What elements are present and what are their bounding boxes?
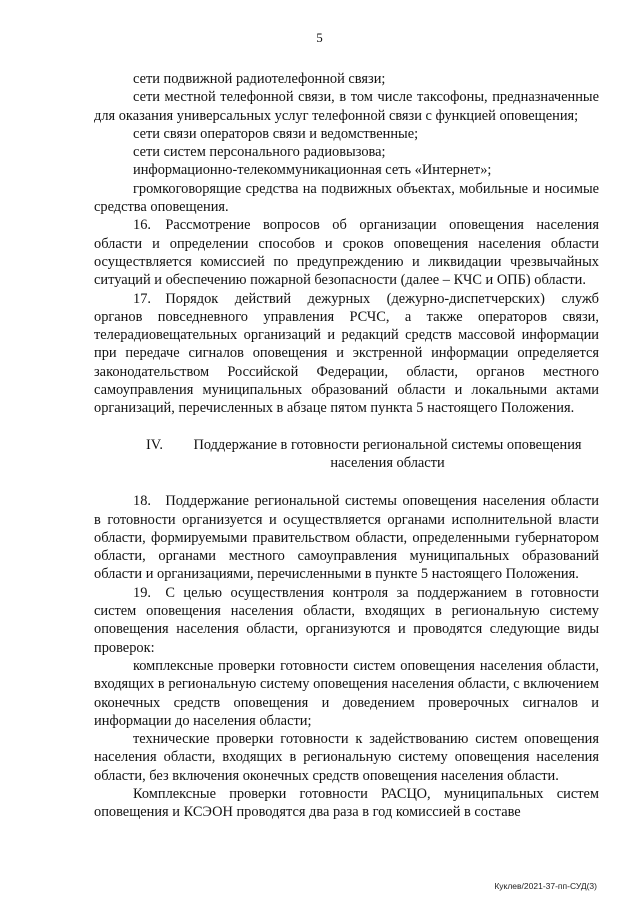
document-code: Куклев/2021-37-пп-СУД(3) (494, 881, 597, 891)
paragraph: сети подвижной радиотелефонной связи; (133, 71, 386, 87)
page-number: 5 (316, 30, 323, 45)
paragraph: сети систем персонального радиовызова; (133, 144, 386, 161)
section-title: Поддержание в готовности региональной системы оповещения населения области (193, 436, 582, 471)
paragraph: комплексные проверки готовности систем оповещения населения области, входящих в региональную систему оповещения населения области, с включением оконечных средств оповещения и доведением проверочных сигналов и информации до населения области; (94, 657, 599, 729)
paragraph: сети связи операторов связи и ведомственные; (133, 125, 419, 142)
paragraph-item-19: 19. С целью осуществления контроля за поддержанием в готовности систем оповещения населения области, входящих в региональную систему оповещения населения области, организуются и проводятся следующие виды проверок: (94, 584, 599, 656)
section-number: IV. (146, 436, 163, 453)
paragraph: сети местной телефонной связи, в том числе таксофоны, предназначенные для оказания универсальных услуг телефонной связи с функцией оповещения; (94, 89, 599, 124)
paragraph: технические проверки готовности к задействованию систем оповещения населения области, входящих в региональную систему оповещения населения области, без включения оконечных средств оповещения населения области. (94, 731, 599, 784)
paragraph: Комплексные проверки готовности РАСЦО, муниципальных систем оповещения и КСЭОН проводятся два раза в год комиссией в составе (94, 785, 599, 821)
paragraph-item-16: 16. Рассмотрение вопросов об организации оповещения населения области и определении способов и сроков оповещения населения области осуществляется комиссией по предупреждению и ликвидации чрезвычайных ситуаций и обеспечению пожарной безопасности (далее – КЧС и ОПБ) области. (94, 217, 599, 289)
document-body (94, 70, 599, 822)
paragraph: громкоговорящие средства на подвижных объектах, мобильные и носимые средства оповещения. (94, 180, 599, 216)
paragraph-item-18: 18. Поддержание региональной системы оповещения населения области в готовности организуется и осуществляется органами исполнительной власти области, формируемыми правительством области, определенными губернатором области, органами местного самоуправления муниципальных образований области и организациями, перечисленными в пункте 5 настоящего Положения. (94, 493, 599, 583)
paragraph: информационно-телекоммуникационная сеть «Интернет»; (133, 162, 492, 179)
paragraph-item-17: 17. Порядок действий дежурных (дежурно-диспетчерских) служб органов повседневного управления РСЧС, а также операторов связи, телерадиовещательных организаций и редакций средств массовой информации при передаче сигналов оповещения и экстренной информации определяется законодательством Российской Федерации, области, органов местного самоуправления муниципальных образований области и локальными актами организаций, перечисленных в абзаце пятом пункта 5 настоящего Положения. (94, 290, 599, 417)
section-heading (94, 436, 599, 473)
